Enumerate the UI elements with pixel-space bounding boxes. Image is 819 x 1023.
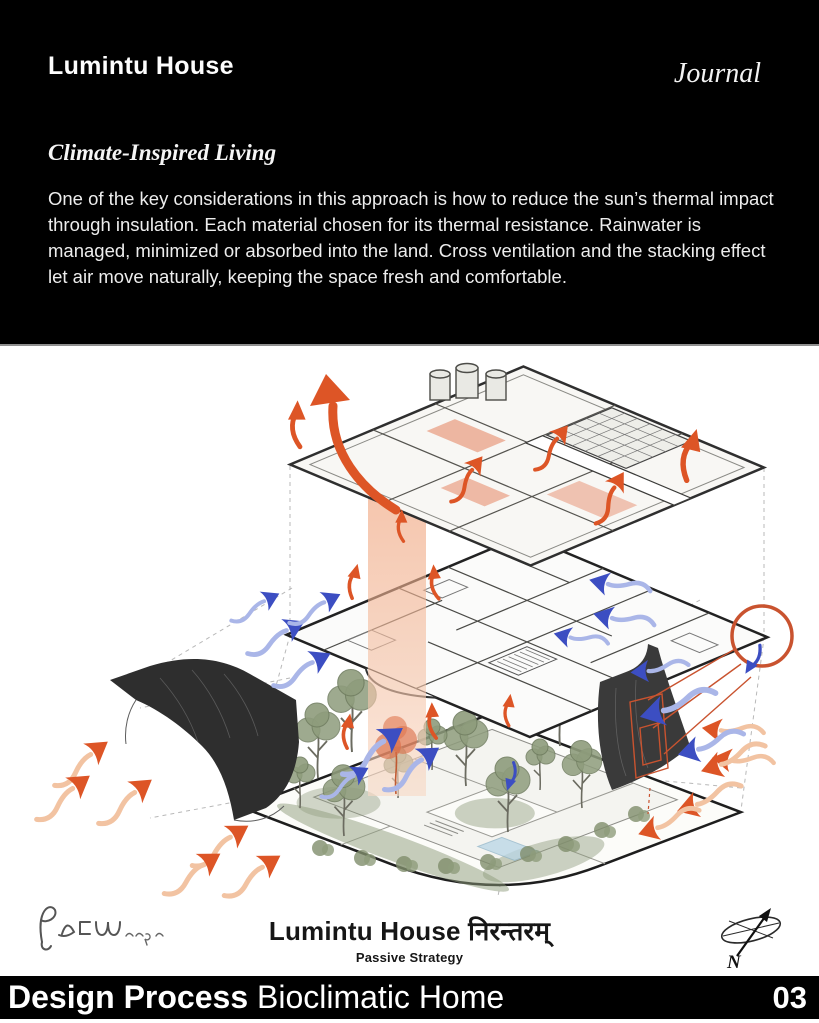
diagram-figure	[0, 348, 819, 976]
footer-section-title	[8, 979, 504, 1016]
roof-plan	[290, 367, 764, 566]
caption-subtitle: Passive Strategy	[355, 950, 464, 965]
designer-signature	[30, 896, 180, 971]
page-number: 03	[772, 979, 807, 1015]
footer-section-bold: Design Process	[8, 979, 249, 1015]
exploded-axonometric-diagram	[0, 348, 819, 976]
signature-glyph	[30, 896, 180, 966]
page-header	[0, 0, 819, 346]
journal-label: Journal	[673, 58, 761, 89]
upper-floor-plan	[272, 535, 767, 743]
footer-section-regular: Bioclimatic Home	[257, 979, 505, 1015]
north-arrow-icon	[703, 900, 795, 977]
caption-title: Lumintu House निरन्तरम्	[268, 916, 551, 946]
svg-text:N: N	[727, 952, 741, 972]
roof-water-tanks	[430, 364, 506, 401]
section-subtitle: Climate-Inspired Living	[48, 140, 277, 165]
left-shading-screen	[110, 659, 299, 821]
project-title: Lumintu House	[48, 52, 234, 80]
page-footer	[0, 976, 819, 1019]
intro-paragraph: One of the key considerations in this approach is how to reduce the sun’s thermal impact through insulation. Each material chosen for its thermal resistance. Rainwater is managed, minimized or absorbed into the land. Cross ventilation and the stacking effect let air move naturally, keeping the space fresh and comfortable.	[48, 188, 774, 287]
